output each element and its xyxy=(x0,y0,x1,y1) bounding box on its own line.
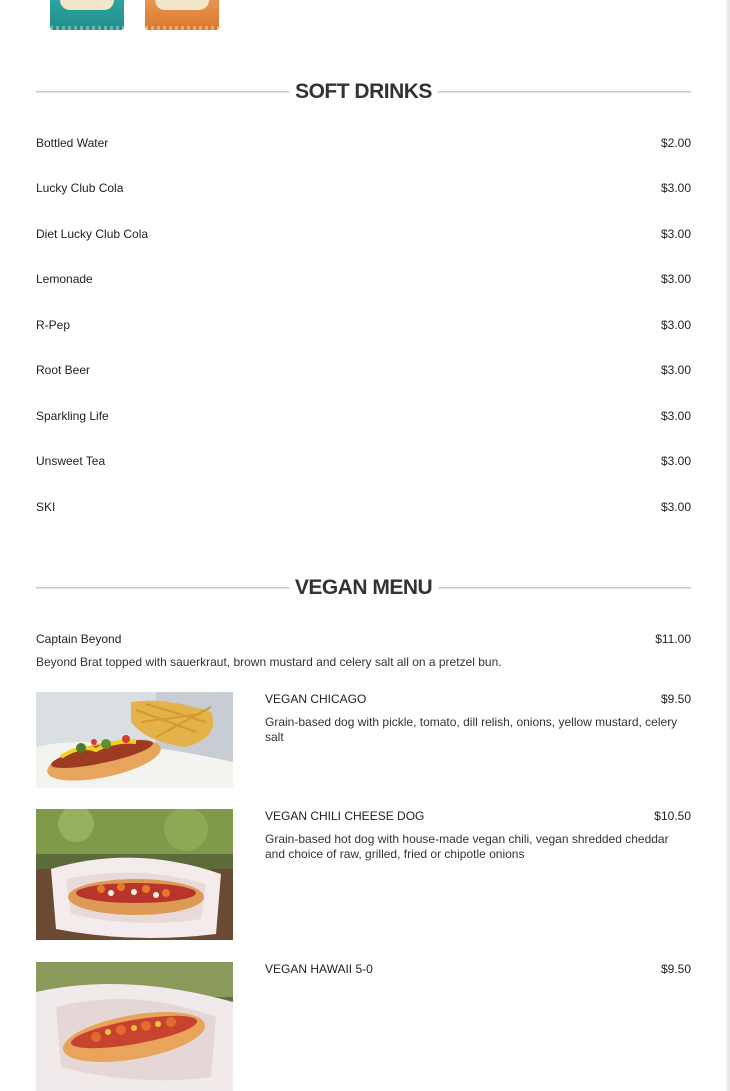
item-name: Bottled Water xyxy=(36,136,109,150)
item-name: SKI xyxy=(36,500,56,514)
item-description: Grain-based hot dog with house-made vegan chili, vegan shredded cheddar and choice of raw, grilled, fried or chipotle onions xyxy=(265,832,669,861)
menu-row-root-beer xyxy=(36,362,691,378)
item-name: VEGAN CHILI CHEESE DOG xyxy=(265,809,425,823)
page-edge-shadow xyxy=(726,0,730,1091)
item-name: Lemonade xyxy=(36,272,93,286)
item-price: $9.50 xyxy=(660,962,691,976)
item-name: VEGAN HAWAII 5-0 xyxy=(265,962,373,976)
item-price: $3.00 xyxy=(660,272,691,286)
item-description: Beyond Brat topped with sauerkraut, brown mustard and celery salt all on a pretzel bun. xyxy=(36,655,502,669)
chip-bag-image-orange xyxy=(145,0,219,30)
vegan-chicago-photo xyxy=(36,692,233,788)
item-price: $2.00 xyxy=(660,136,691,150)
item-name: Root Beer xyxy=(36,363,91,377)
item-name: Lucky Club Cola xyxy=(36,181,124,195)
menu-row-r-pep xyxy=(36,317,691,333)
menu-row-lucky-club-cola xyxy=(36,180,691,196)
vegan-chili-cheese-dog-photo xyxy=(36,809,233,940)
item-price: $3.00 xyxy=(660,500,691,514)
chip-bag-image-teal xyxy=(50,0,124,30)
item-price: $3.00 xyxy=(660,181,691,195)
item-price: $10.50 xyxy=(654,809,691,823)
section-title: VEGAN MENU xyxy=(289,573,438,603)
menu-row-sparkling-life xyxy=(36,408,691,424)
menu-row-bottled-water xyxy=(36,135,691,151)
item-price: $3.00 xyxy=(660,318,691,332)
vegan-menu-heading xyxy=(36,573,691,603)
item-name: Sparkling Life xyxy=(36,409,109,423)
menu-row-ski xyxy=(36,499,691,515)
item-name: R-Pep xyxy=(36,318,71,332)
item-price: $3.00 xyxy=(660,454,691,468)
item-price: $9.50 xyxy=(660,692,691,706)
item-price: $3.00 xyxy=(660,227,691,241)
item-price: $3.00 xyxy=(660,363,691,377)
item-description: Grain-based dog with pickle, tomato, dill relish, onions, yellow mustard, celery salt xyxy=(265,715,678,744)
menu-row-captain-beyond xyxy=(36,631,691,647)
soft-drinks-heading xyxy=(36,77,691,107)
menu-row-diet-lucky-club-cola xyxy=(36,226,691,242)
item-price: $3.00 xyxy=(660,409,691,423)
item-price: $11.00 xyxy=(655,632,691,646)
item-name: Unsweet Tea xyxy=(36,454,106,468)
item-name: VEGAN CHICAGO xyxy=(265,692,367,706)
menu-row-unsweet-tea xyxy=(36,453,691,469)
section-title: SOFT DRINKS xyxy=(289,77,438,107)
item-name: Diet Lucky Club Cola xyxy=(36,227,149,241)
menu-row-lemonade xyxy=(36,271,691,287)
vegan-hawaii-5-0-photo xyxy=(36,962,233,1091)
item-name: Captain Beyond xyxy=(36,632,122,646)
